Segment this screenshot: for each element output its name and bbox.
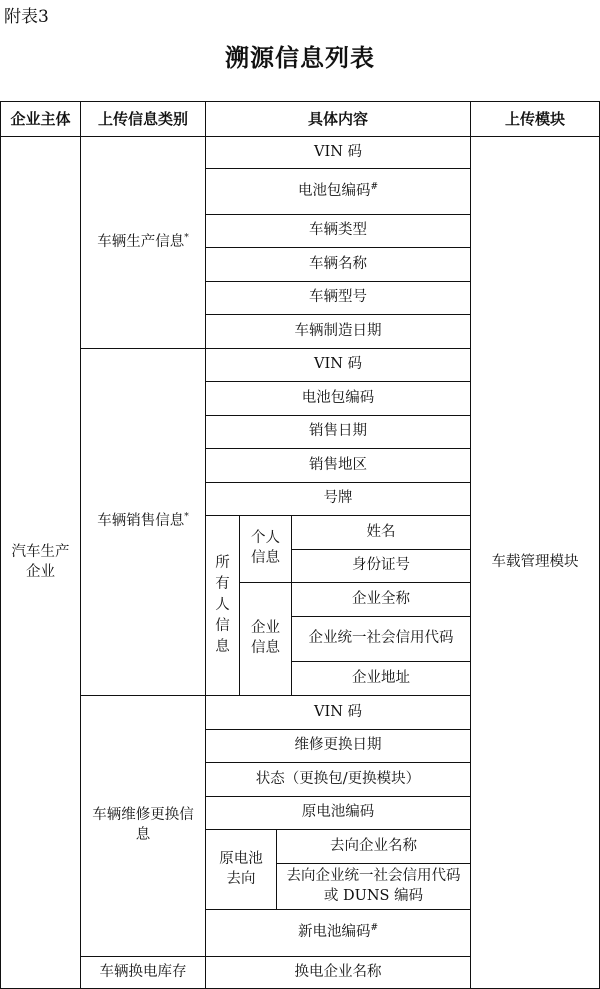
company-info-cell: 企业信息 xyxy=(239,582,292,696)
owner-info-cell: 所 有 人 信 息 xyxy=(205,515,240,696)
list-item: 电池包编码# xyxy=(205,168,471,215)
header-entity: 企业主体 xyxy=(0,101,81,137)
list-item: 维修更换日期 xyxy=(205,729,471,763)
destination-cell: 原电池去向 xyxy=(205,829,277,910)
list-item: 姓名 xyxy=(291,515,471,550)
hash-mark: # xyxy=(370,923,379,934)
category-swap: 车辆换电库存 xyxy=(80,956,206,989)
list-item: 状态（更换包/更换模块） xyxy=(205,762,471,797)
page-title: 溯源信息列表 xyxy=(225,44,375,72)
star-mark: * xyxy=(184,512,189,523)
list-item: VIN 码 xyxy=(205,136,471,169)
entity-text: 汽车生产企业 xyxy=(11,543,70,580)
category-repair-label: 车辆维修更换信息 xyxy=(92,807,194,843)
list-item: 企业全称 xyxy=(291,582,471,617)
entity-cell xyxy=(0,136,81,989)
category-production xyxy=(80,136,206,349)
list-item: 去向企业统一社会信用代码或 DUNS 编码 xyxy=(276,863,471,910)
personal-info-cell: 个人信息 xyxy=(239,515,292,583)
list-item: 去向企业名称 xyxy=(276,829,471,864)
list-item: 号牌 xyxy=(205,482,471,516)
list-item: 车辆型号 xyxy=(205,281,471,315)
category-sales xyxy=(80,348,206,696)
category-sales-label: 车辆销售信息 xyxy=(97,513,185,530)
header-category: 上传信息类别 xyxy=(80,101,206,137)
list-item: 身份证号 xyxy=(291,549,471,583)
appendix-label: 附表3 xyxy=(4,7,49,27)
category-repair xyxy=(80,695,206,957)
header-content: 具体内容 xyxy=(205,101,471,137)
list-item: 销售地区 xyxy=(205,448,471,483)
list-item: VIN 码 xyxy=(205,695,471,730)
list-item: 换电企业名称 xyxy=(205,956,471,989)
list-item: 销售日期 xyxy=(205,415,471,449)
header-module: 上传模块 xyxy=(470,101,600,137)
list-item: VIN 码 xyxy=(205,348,471,382)
list-item: 企业地址 xyxy=(291,661,471,696)
list-item: 车辆名称 xyxy=(205,247,471,282)
list-item: 新电池编码# xyxy=(205,909,471,957)
category-production-label: 车辆生产信息 xyxy=(97,233,185,250)
list-item: 企业统一社会信用代码 xyxy=(291,616,471,662)
list-item: 车辆类型 xyxy=(205,214,471,248)
list-item: 车辆制造日期 xyxy=(205,314,471,349)
star-mark: * xyxy=(184,232,189,243)
hash-mark: # xyxy=(370,181,379,192)
list-item: 电池包编码 xyxy=(205,381,471,416)
list-item: 原电池编码 xyxy=(205,796,471,830)
module-cell: 车载管理模块 xyxy=(470,136,600,989)
